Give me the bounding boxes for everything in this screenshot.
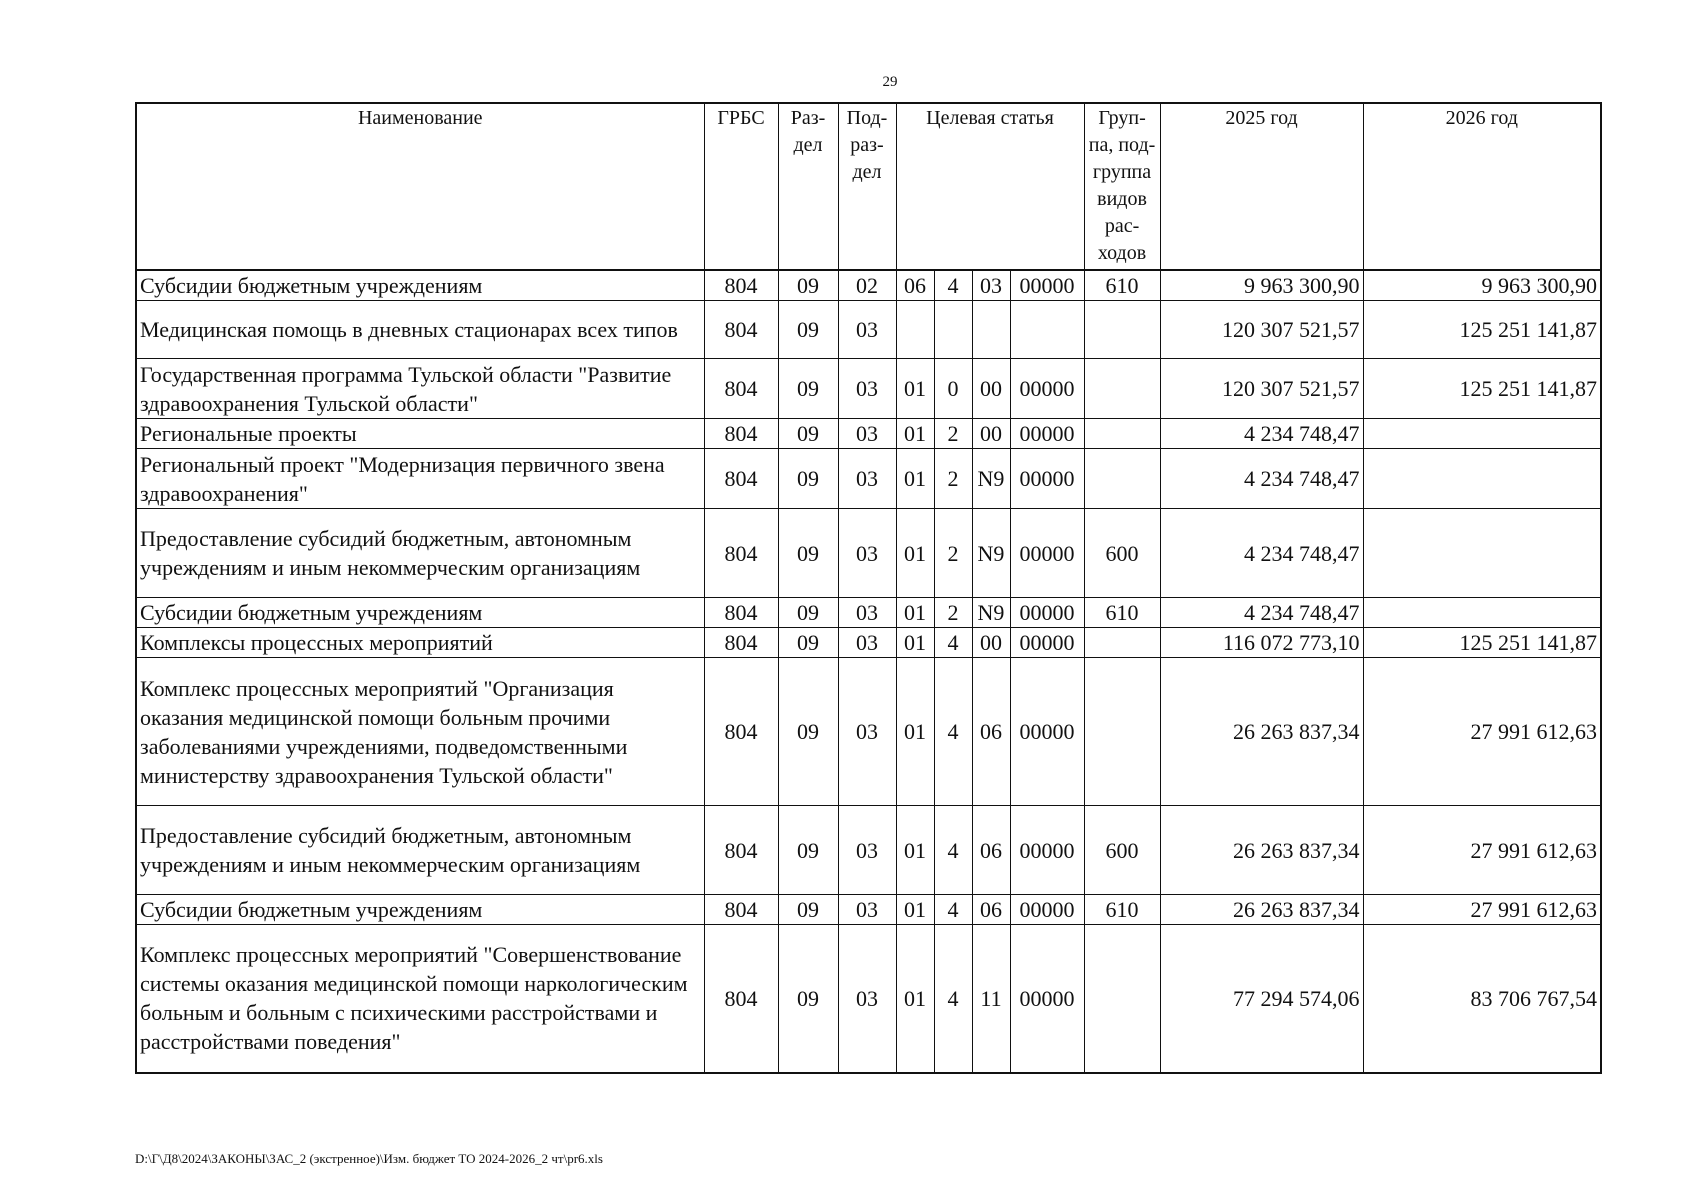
row-name: Комплексы процессных мероприятий (136, 628, 704, 658)
row-target-4: 00000 (1010, 449, 1084, 509)
row-expense-group: 610 (1084, 598, 1160, 628)
table-row (136, 895, 1601, 925)
row-grbs: 804 (704, 270, 778, 301)
row-razdel: 09 (778, 658, 838, 806)
row-name: Региональные проекты (136, 419, 704, 449)
row-razdel: 09 (778, 509, 838, 598)
row-2025: 26 263 837,34 (1160, 658, 1363, 806)
row-razdel: 09 (778, 270, 838, 301)
header-2025: 2025 год (1160, 103, 1363, 270)
row-target-2: 2 (934, 449, 972, 509)
header-name: Наименование (136, 103, 704, 270)
row-grbs: 804 (704, 806, 778, 895)
row-razdel: 09 (778, 301, 838, 359)
row-target-3: 00 (972, 359, 1010, 419)
row-target-3: 11 (972, 925, 1010, 1073)
row-2025: 4 234 748,47 (1160, 509, 1363, 598)
row-2026: 83 706 767,54 (1363, 925, 1601, 1073)
header-target-article: Целевая статья (896, 103, 1084, 270)
row-target-3: 00 (972, 628, 1010, 658)
row-2025: 4 234 748,47 (1160, 419, 1363, 449)
row-expense-group: 600 (1084, 806, 1160, 895)
row-target-1: 01 (896, 628, 934, 658)
row-expense-group: 600 (1084, 509, 1160, 598)
row-name: Субсидии бюджетным учреждениям (136, 895, 704, 925)
row-razdel: 09 (778, 806, 838, 895)
row-2026: 27 991 612,63 (1363, 806, 1601, 895)
row-target-4: 00000 (1010, 419, 1084, 449)
row-target-1: 01 (896, 895, 934, 925)
row-target-3: N9 (972, 449, 1010, 509)
row-expense-group (1084, 658, 1160, 806)
row-2025: 26 263 837,34 (1160, 895, 1363, 925)
row-razdel: 09 (778, 359, 838, 419)
row-expense-group (1084, 925, 1160, 1073)
row-target-2: 2 (934, 598, 972, 628)
row-target-4: 00000 (1010, 359, 1084, 419)
row-expense-group: 610 (1084, 270, 1160, 301)
row-target-4: 00000 (1010, 806, 1084, 895)
row-podrazdel: 02 (838, 270, 896, 301)
row-2025: 120 307 521,57 (1160, 301, 1363, 359)
table-row (136, 598, 1601, 628)
row-podrazdel: 03 (838, 449, 896, 509)
row-name: Комплекс процессных мероприятий "Организация оказания медицинской помощи больным прочими заболеваниями учреждениями, подведомственными министерству здравоохранения Тульской области" (136, 658, 704, 806)
row-expense-group (1084, 359, 1160, 419)
row-2025: 9 963 300,90 (1160, 270, 1363, 301)
table-row (136, 270, 1601, 301)
row-podrazdel: 03 (838, 359, 896, 419)
row-target-1: 01 (896, 449, 934, 509)
row-target-4: 00000 (1010, 598, 1084, 628)
budget-table (135, 102, 1602, 1074)
header-razdel: Раз- дел (778, 103, 838, 270)
table-row (136, 419, 1601, 449)
row-target-2: 2 (934, 419, 972, 449)
row-target-3: 00 (972, 419, 1010, 449)
row-target-4: 00000 (1010, 895, 1084, 925)
row-2026: 9 963 300,90 (1363, 270, 1601, 301)
row-target-4: 00000 (1010, 925, 1084, 1073)
header-2026: 2026 год (1363, 103, 1601, 270)
row-name: Региональный проект "Модернизация первичного звена здравоохранения" (136, 449, 704, 509)
row-grbs: 804 (704, 359, 778, 419)
row-target-2: 4 (934, 658, 972, 806)
row-razdel: 09 (778, 419, 838, 449)
row-razdel: 09 (778, 925, 838, 1073)
row-target-3: N9 (972, 509, 1010, 598)
row-target-2: 4 (934, 806, 972, 895)
row-target-2: 4 (934, 925, 972, 1073)
row-target-3: 03 (972, 270, 1010, 301)
row-target-3: N9 (972, 598, 1010, 628)
row-target-4 (1010, 301, 1084, 359)
row-razdel: 09 (778, 895, 838, 925)
row-2025: 4 234 748,47 (1160, 598, 1363, 628)
row-target-2: 4 (934, 270, 972, 301)
row-target-1: 01 (896, 509, 934, 598)
row-2025: 116 072 773,10 (1160, 628, 1363, 658)
row-target-1: 01 (896, 925, 934, 1073)
row-grbs: 804 (704, 301, 778, 359)
header-grbs: ГРБС (704, 103, 778, 270)
row-2025: 26 263 837,34 (1160, 806, 1363, 895)
row-target-1: 01 (896, 419, 934, 449)
row-target-4: 00000 (1010, 658, 1084, 806)
row-target-2: 2 (934, 509, 972, 598)
row-target-2 (934, 301, 972, 359)
header-podrazdel: Под- раз- дел (838, 103, 896, 270)
row-2025: 4 234 748,47 (1160, 449, 1363, 509)
row-podrazdel: 03 (838, 509, 896, 598)
row-podrazdel: 03 (838, 658, 896, 806)
row-2026: 125 251 141,87 (1363, 359, 1601, 419)
header-row (136, 103, 1601, 270)
row-target-3 (972, 301, 1010, 359)
row-grbs: 804 (704, 449, 778, 509)
row-razdel: 09 (778, 628, 838, 658)
table-row (136, 925, 1601, 1073)
row-2026 (1363, 598, 1601, 628)
row-2026 (1363, 509, 1601, 598)
row-2025: 120 307 521,57 (1160, 359, 1363, 419)
file-path-footer: D:\Г\Д8\2024\ЗАКОНЫ\ЗАС_2 (экстренное)\Изм. бюджет ТО 2024-2026_2 чт\pr6.xls (135, 1151, 603, 1166)
row-name: Медицинская помощь в дневных стационарах всех типов (136, 301, 704, 359)
row-2026 (1363, 419, 1601, 449)
row-target-2: 4 (934, 628, 972, 658)
row-razdel: 09 (778, 598, 838, 628)
row-expense-group (1084, 449, 1160, 509)
table-row (136, 449, 1601, 509)
row-expense-group: 610 (1084, 895, 1160, 925)
row-razdel: 09 (778, 449, 838, 509)
table-row (136, 509, 1601, 598)
row-name: Предоставление субсидий бюджетным, автономным учреждениям и иным некоммерческим организациям (136, 509, 704, 598)
row-grbs: 804 (704, 658, 778, 806)
row-target-2: 4 (934, 895, 972, 925)
row-name: Предоставление субсидий бюджетным, автономным учреждениям и иным некоммерческим организациям (136, 806, 704, 895)
row-target-2: 0 (934, 359, 972, 419)
row-name: Государственная программа Тульской области "Развитие здравоохранения Тульской области" (136, 359, 704, 419)
row-target-3: 06 (972, 658, 1010, 806)
row-grbs: 804 (704, 509, 778, 598)
page-number: 29 (882, 74, 898, 90)
row-2025: 77 294 574,06 (1160, 925, 1363, 1073)
row-name: Субсидии бюджетным учреждениям (136, 270, 704, 301)
row-target-1: 01 (896, 806, 934, 895)
table-row (136, 359, 1601, 419)
row-target-4: 00000 (1010, 270, 1084, 301)
row-name: Комплекс процессных мероприятий "Совершенствование системы оказания медицинской помощи наркологическим больным и больным с психическими расстройствами и расстройствами поведения" (136, 925, 704, 1073)
table-row (136, 806, 1601, 895)
row-2026: 125 251 141,87 (1363, 628, 1601, 658)
row-2026: 27 991 612,63 (1363, 658, 1601, 806)
row-grbs: 804 (704, 419, 778, 449)
row-target-3: 06 (972, 806, 1010, 895)
row-podrazdel: 03 (838, 806, 896, 895)
table-row (136, 628, 1601, 658)
row-podrazdel: 03 (838, 628, 896, 658)
row-grbs: 804 (704, 628, 778, 658)
row-expense-group (1084, 419, 1160, 449)
row-2026: 27 991 612,63 (1363, 895, 1601, 925)
row-podrazdel: 03 (838, 895, 896, 925)
row-podrazdel: 03 (838, 301, 896, 359)
row-target-1: 06 (896, 270, 934, 301)
row-grbs: 804 (704, 925, 778, 1073)
row-2026 (1363, 449, 1601, 509)
header-expense-group: Груп- па, под- группа видов рас- ходов (1084, 103, 1160, 270)
row-target-1: 01 (896, 658, 934, 806)
row-target-1: 01 (896, 598, 934, 628)
row-target-3: 06 (972, 895, 1010, 925)
row-expense-group (1084, 301, 1160, 359)
row-grbs: 804 (704, 895, 778, 925)
row-expense-group (1084, 628, 1160, 658)
table-row (136, 301, 1601, 359)
row-podrazdel: 03 (838, 419, 896, 449)
table-row (136, 658, 1601, 806)
row-podrazdel: 03 (838, 598, 896, 628)
row-name: Субсидии бюджетным учреждениям (136, 598, 704, 628)
row-grbs: 804 (704, 598, 778, 628)
row-target-1 (896, 301, 934, 359)
row-2026: 125 251 141,87 (1363, 301, 1601, 359)
row-target-4: 00000 (1010, 628, 1084, 658)
row-target-1: 01 (896, 359, 934, 419)
row-target-4: 00000 (1010, 509, 1084, 598)
row-podrazdel: 03 (838, 925, 896, 1073)
